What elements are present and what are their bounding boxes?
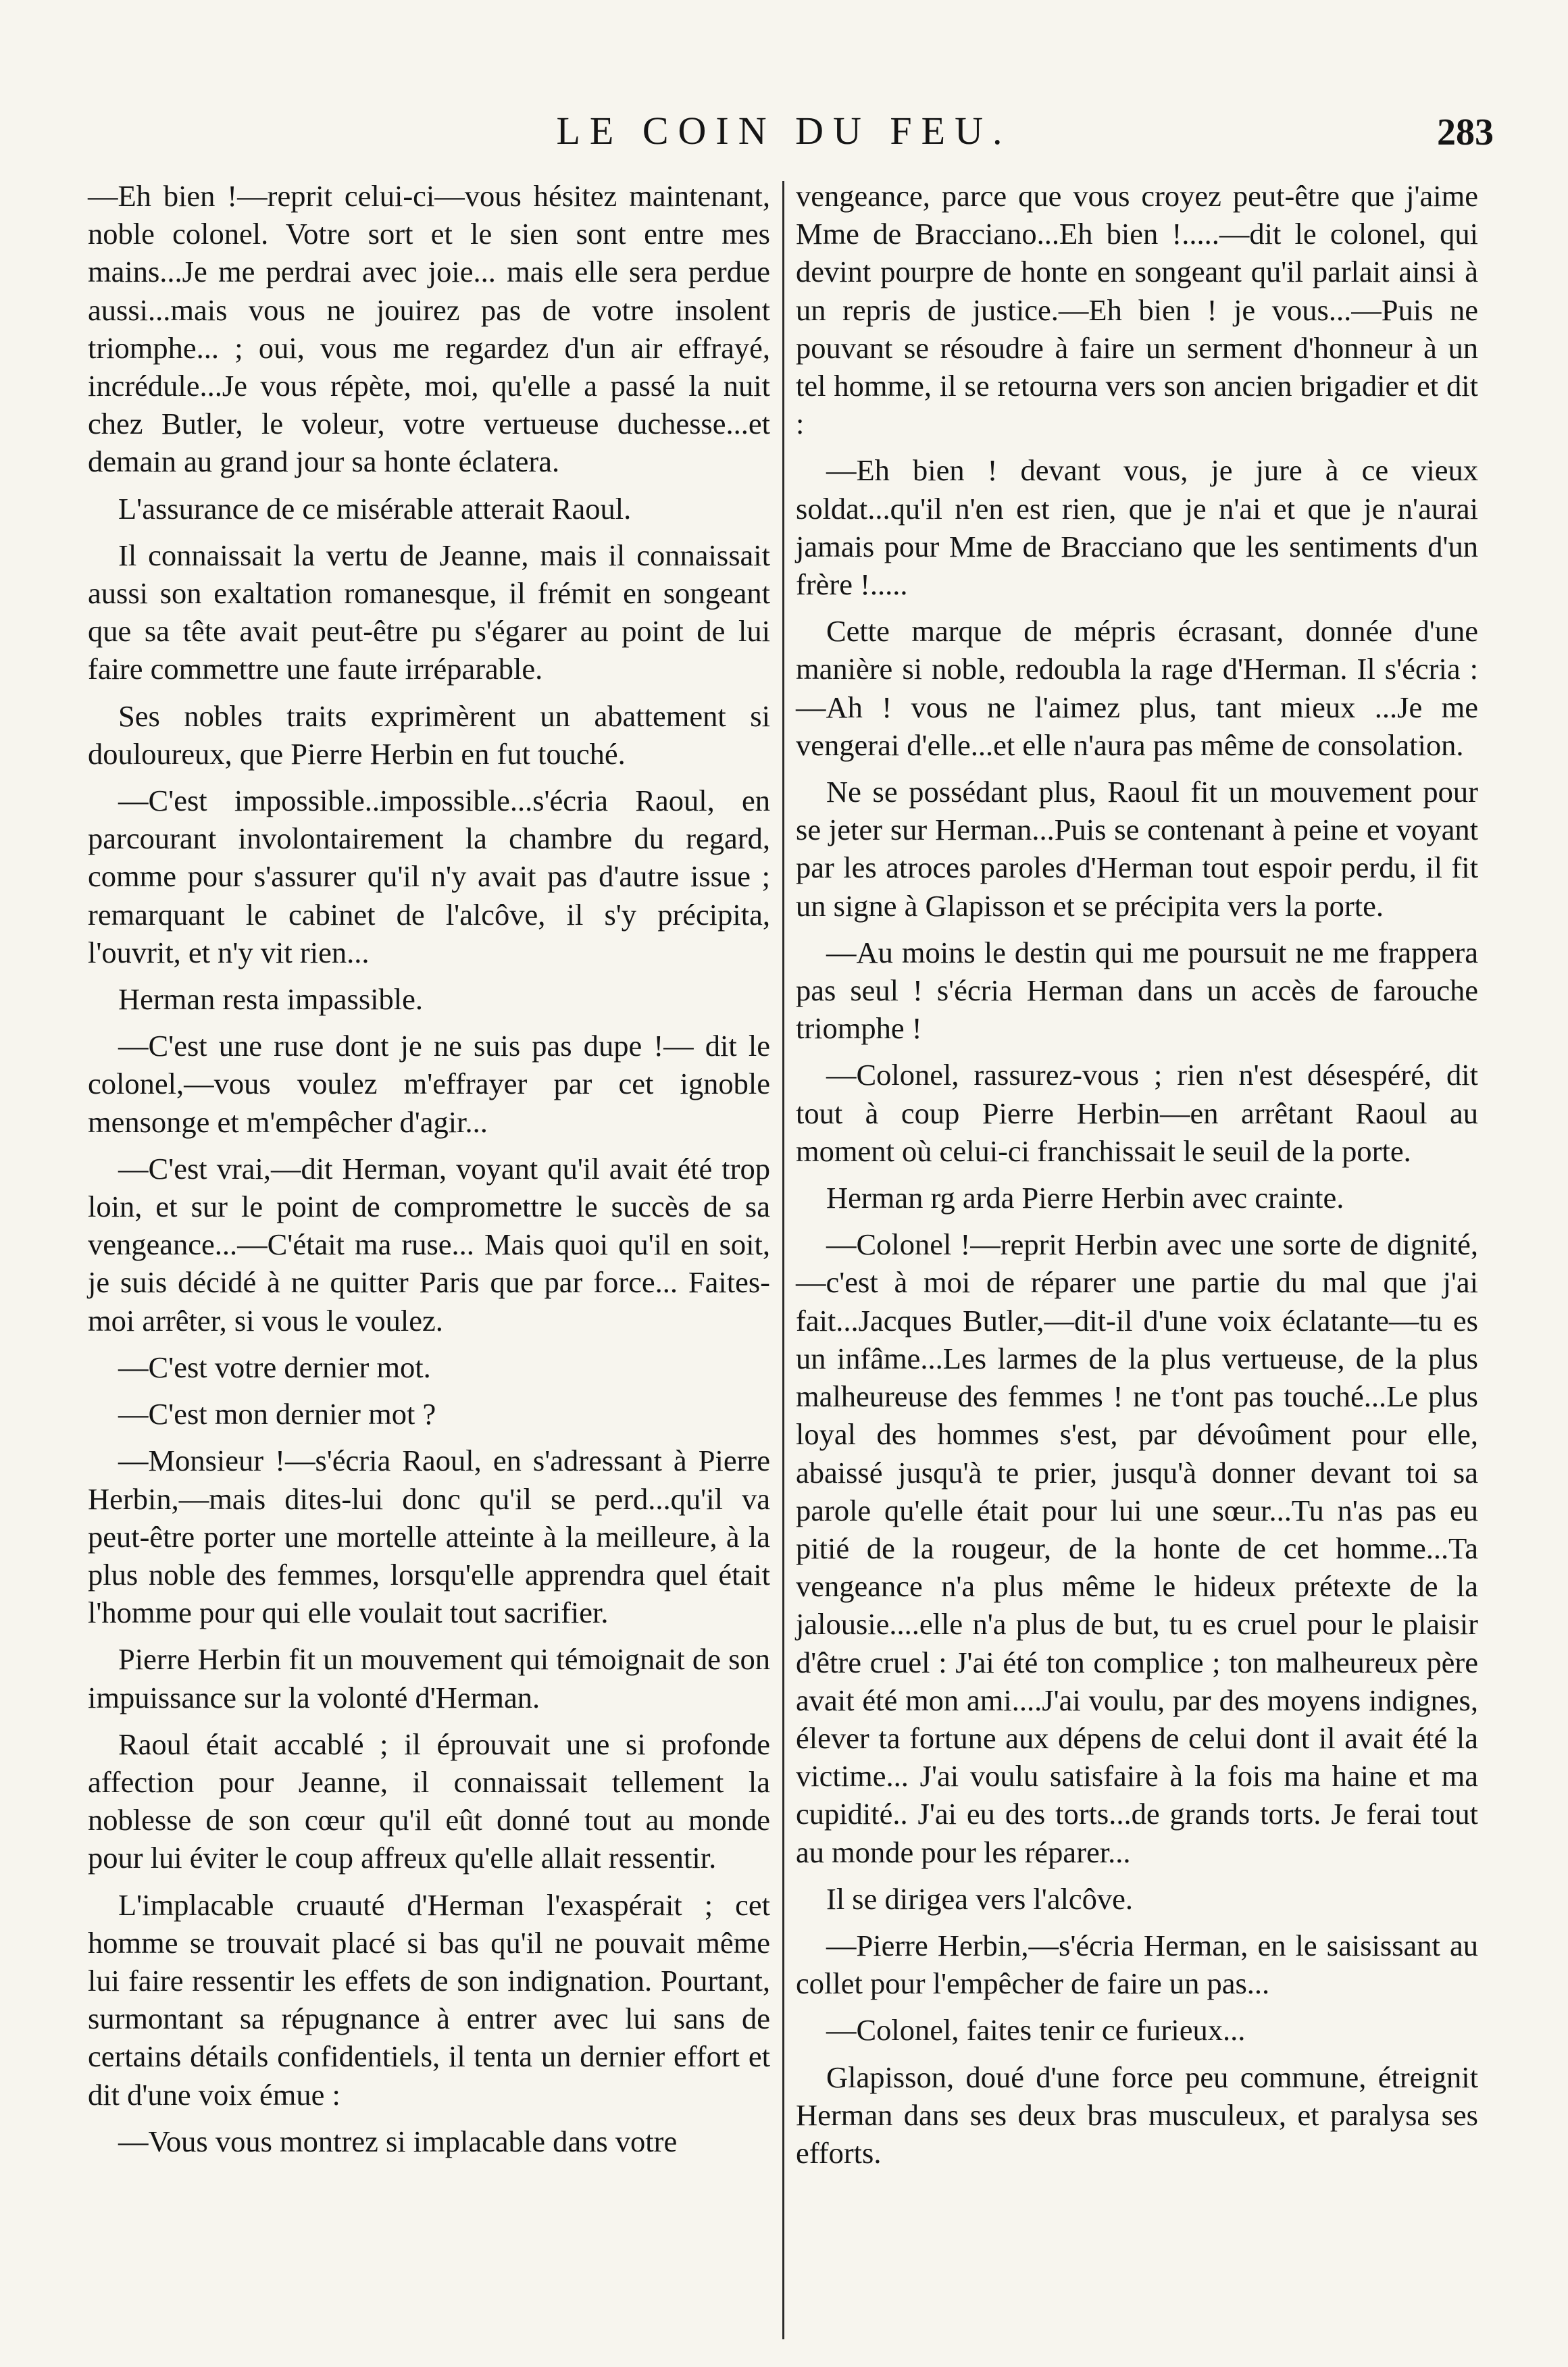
paragraph: Glapisson, doué d'une force peu commune, étreignit Herman dans ses deux bras musculeux, et paralysa ses efforts. <box>796 2060 1478 2170</box>
running-head: LE COIN DU FEU. <box>556 109 1012 153</box>
paragraph: Ne se possédant plus, Raoul fit un mouvement pour se jeter sur Herman...Puis se contenant à peine et voyant par les atroces paroles d'Herman tout espoir perdu, il fit un signe à Glapisson et se précipita vers la porte. <box>796 775 1478 923</box>
paragraph: Pierre Herbin fit un mouvement qui témoignait de son impuissance sur la volonté d'Herman. <box>88 1642 770 1714</box>
paragraph: —C'est votre dernier mot. <box>118 1350 431 1384</box>
paragraph: L'assurance de ce misérable atterait Raoul. <box>118 491 632 526</box>
paragraph: —Au moins le destin qui me poursuit ne me frappera pas seul ! s'écria Herman dans un accès de farouche triomphe ! <box>796 935 1478 1046</box>
paragraph: Herman resta impassible. <box>118 982 424 1017</box>
paragraph: Raoul était accablé ; il éprouvait une si profonde affection pour Jeanne, il connaissait tellement la noblesse de son cœur qu'il eût donné tout au monde pour lui éviter le coup affreux qu'elle allait ressentir. <box>88 1727 770 1875</box>
paragraph: L'implacable cruauté d'Herman l'exaspérait ; cet homme se trouvait placé si bas qu'il ne pouvait même lui faire ressentir les effets de son indignation. Pourtant, surmontant sa répugnance à entrer avec lui sans de certains détails confidentiels, il tenta un dernier effort et dit d'une voix émue : <box>88 1887 770 2112</box>
paragraph: Il se dirigea vers l'alcôve. <box>826 1881 1134 1916</box>
paragraph: —Colonel, rassurez-vous ; rien n'est désespéré, dit tout à coup Pierre Herbin—en arrêtant Raoul au moment où celui-ci franchissait le seuil de la porte. <box>796 1058 1478 1168</box>
paragraph: vengeance, parce que vous croyez peut-être que j'aime Mme de Bracciano...Eh bien !.....—dit le colonel, qui devint pourpre de honte en songeant qu'il parlait ainsi à un repris de justice.—Eh bien ! je vous...—Puis ne pouvant se résoudre à faire un serment d'honneur à un tel homme, il se retourna vers son ancien brigadier et dit : <box>796 179 1478 441</box>
paragraph: —C'est mon dernier mot ? <box>118 1397 436 1431</box>
paragraph: —C'est vrai,—dit Herman, voyant qu'il avait été trop loin, et sur le point de compromettre le succès de sa vengeance...—C'était ma ruse... Mais quoi qu'il en soit, je suis décidé à ne quitter Paris que par force... Faites-moi arrêter, si vous le voulez. <box>88 1151 770 1338</box>
paragraph: Herman rg arda Pierre Herbin avec crainte. <box>826 1181 1344 1215</box>
left-column <box>88 177 770 2169</box>
paragraph: —C'est impossible..impossible...s'écria Raoul, en parcourant involontairement la chambre du regard, comme pour s'assurer qu'il n'y avait pas d'autre issue ; remarquant le cabinet de l'alcôve, il s'y précipita, l'ouvrit, et n'y vit rien... <box>88 784 770 969</box>
page-number: 283 <box>1437 111 1494 153</box>
paragraph: Ses nobles traits exprimèrent un abattement si douloureux, que Pierre Herbin en fut touché. <box>88 698 770 771</box>
column-divider <box>782 181 784 2339</box>
paragraph: —Monsieur !—s'écria Raoul, en s'adressant à Pierre Herbin,—mais dites-lui donc qu'il se perd...qu'il va peut-être porter une mortelle atteinte à la meilleure, à la plus noble des femmes, lorsqu'elle apprendra quel était l'homme pour qui elle voulait tout sacrifier. <box>88 1444 770 1630</box>
paragraph: —Pierre Herbin,—s'écria Herman, en le saisissant au collet pour l'empêcher de faire un pas... <box>796 1928 1478 2001</box>
right-column <box>796 177 1478 2181</box>
paragraph: —Eh bien ! devant vous, je jure à ce vieux soldat...qu'il n'en est rien, que je n'ai et que je n'aurai jamais pour Mme de Bracciano que les sentiments d'un frère !..... <box>796 453 1478 602</box>
paragraph: —Eh bien !—reprit celui-ci—vous hésitez maintenant, noble colonel. Votre sort et le sien sont entre mes mains...Je me perdrai avec joie... mais elle sera perdue aussi...mais vous ne jouirez pas de votre insolent triomphe... ; oui, vous me regardez d'un air effrayé, incrédule...Je vous répète, moi, qu'elle a passé la nuit chez Butler, le voleur, votre vertueuse duchesse...et demain au grand jour sa honte éclatera. <box>88 179 770 479</box>
paragraph: —C'est une ruse dont je ne suis pas dupe !— dit le colonel,—vous voulez m'effrayer par cet ignoble mensonge et m'empêcher d'agir... <box>88 1029 770 1139</box>
paragraph: —Colonel !—reprit Herbin avec une sorte de dignité,—c'est à moi de réparer une partie du mal que j'ai fait...Jacques Butler,—dit-il d'une voix éclatante—tu es un infâme...Les larmes de la plus vertueuse, de la plus malheureuse des femmes ! ne t'ont pas touché...Le plus loyal des hommes s'est, par dévoûment pour elle, abaissé jusqu'à te prier, jusqu'à donner devant toi sa parole qu'elle était pour lui une sœur...Tu n'as pas eu pitié de la rougeur, de la honte de cet homme...Ta vengeance n'a plus même le hideux prétexte de la jalousie....elle n'a plus de but, tu es cruel pour le plaisir d'être cruel : J'ai été ton complice ; ton malheureux père avait été mon ami....J'ai voulu, par des moyens indignes, élever ta fortune aux dépens de celui dont il avait été la victime... J'ai voulu satisfaire à la fois ma haine et ma cupidité.. J'ai eu des torts...de grands torts. Je ferai tout au monde pour les réparer... <box>796 1227 1478 1869</box>
paragraph: Il connaissait la vertu de Jeanne, mais il connaissait aussi son exaltation romanesque, il frémit en songeant que sa tête avait peut-être pu s'égarer au point de lui faire commettre une faute irréparable. <box>88 538 770 686</box>
paragraph: —Colonel, faites tenir ce furieux... <box>826 2013 1246 2047</box>
paragraph: Cette marque de mépris écrasant, donnée d'une manière si noble, redoubla la rage d'Herman. Il s'écria :—Ah ! vous ne l'aimez plus, tant mieux ...Je me vengerai d'elle...et elle n'aura pas même de consolation. <box>796 614 1478 762</box>
page-header <box>0 101 1568 162</box>
paragraph: —Vous vous montrez si implacable dans votre <box>118 2124 678 2158</box>
